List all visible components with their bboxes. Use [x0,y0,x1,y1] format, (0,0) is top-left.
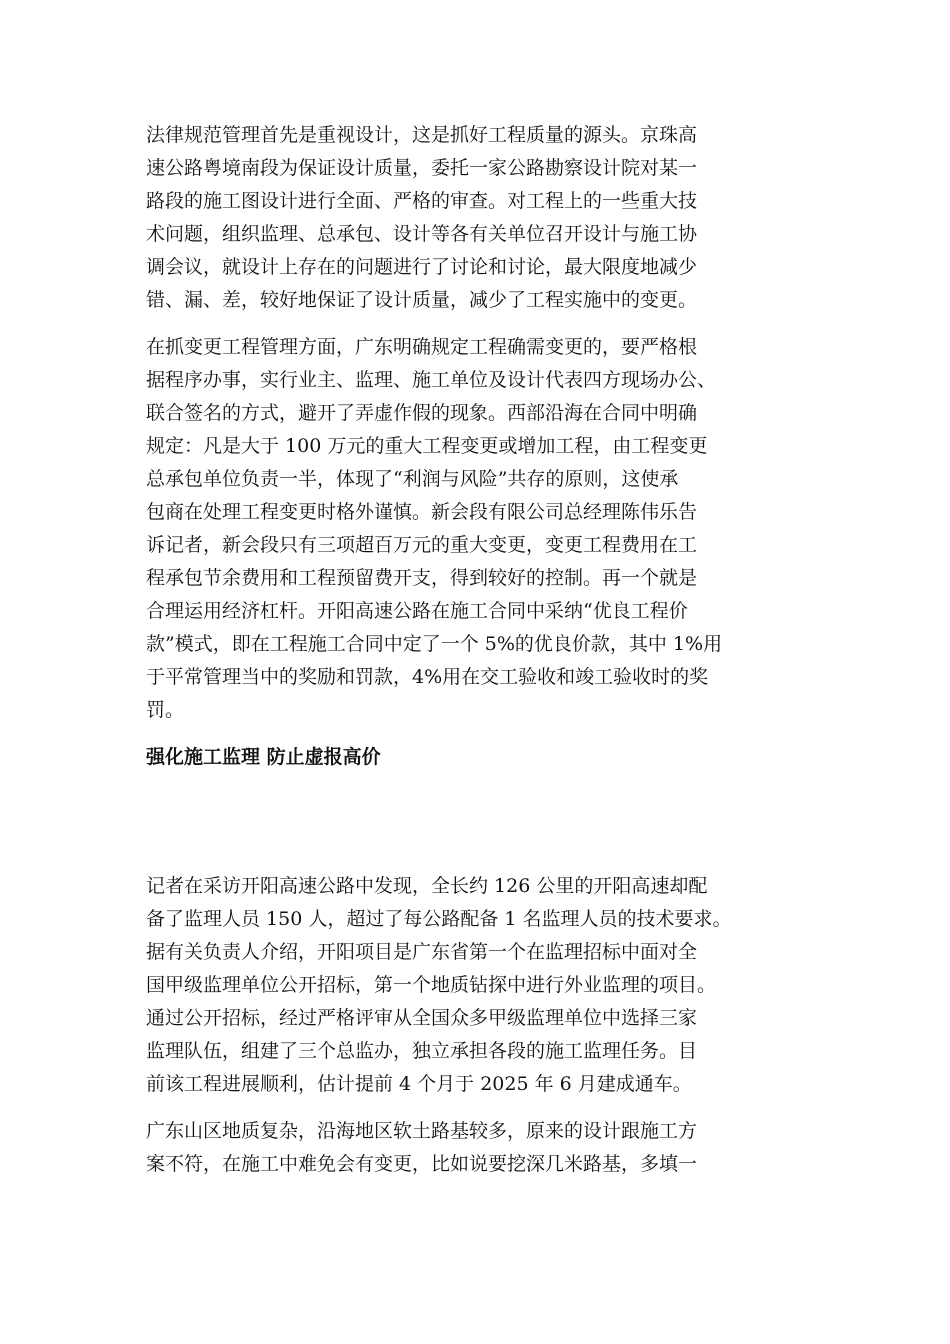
text-line: 路段的施工图设计进行全面、严格的审查。对工程上的一些重大技 [146,190,698,212]
text-line: 据程序办事，实行业主、监理、施工单位及设计代表四方现场办公、 [146,369,717,391]
paragraph-geology [146,1115,818,1181]
text-line: 通过公开招标，经过严格评审从全国众多甲级监理单位中选择三家 [146,1007,698,1029]
text-line: 程承包节余费用和工程预留费开支，得到较好的控制。再一个就是 [146,567,698,589]
paragraph-change-management [146,331,818,727]
text-line: 备了监理人员 150 人，超过了每公路配备 1 名监理人员的技术要求。 [146,908,732,930]
paragraph-spacer [146,1101,818,1115]
paragraph-supervision [146,870,818,1101]
document-body [146,119,818,1181]
text-line: 罚。 [146,699,185,721]
text-line: 案不符，在施工中难免会有变更，比如说要挖深几米路基，多填一 [146,1153,698,1175]
text-line: 记者在采访开阳高速公路中发现，全长约 126 公里的开阳高速却配 [146,875,708,897]
text-line: 术问题，组织监理、总承包、设计等各有关单位召开设计与施工协 [146,223,698,245]
text-line: 广东山区地质复杂，沿海地区软土路基较多，原来的设计跟施工方 [146,1120,698,1142]
text-line: 合理运用经济杠杆。开阳高速公路在施工合同中采纳“优良工程价 [146,600,688,622]
text-line: 在抓变更工程管理方面，广东明确规定工程确需变更的，要严格根 [146,336,698,358]
text-line: 监理队伍，组建了三个总监办，独立承担各段的施工监理任务。目 [146,1040,698,1062]
text-line: 错、漏、差，较好地保证了设计质量，减少了工程实施中的变更。 [146,289,698,311]
heading-spacer [146,774,818,870]
paragraph-spacer [146,727,818,741]
text-line: 据有关负责人介绍，开阳项目是广东省第一个在监理招标中面对全 [146,941,698,963]
text-line: 包商在处理工程变更时格外谨慎。新会段有限公司总经理陈伟乐告 [146,501,698,523]
paragraph-design-management [146,119,818,317]
text-line: 诉记者，新会段只有三项超百万元的重大变更，变更工程费用在工 [146,534,698,556]
text-line: 国甲级监理单位公开招标，第一个地质钻探中进行外业监理的项目。 [146,974,717,996]
text-line: 款”模式，即在工程施工合同中定了一个 5%的优良价款，其中 1%用 [146,633,723,655]
text-line: 调会议，就设计上存在的问题进行了讨论和讨论，最大限度地减少 [146,256,698,278]
text-line: 规定：凡是大于 100 万元的重大工程变更或增加工程，由工程变更 [146,435,708,457]
text-line: 总承包单位负责一半，体现了“利润与风险”共存的原则，这使承 [146,468,679,490]
paragraph-spacer [146,317,818,331]
text-line: 于平常管理当中的奖励和罚款，4%用在交工验收和竣工验收时的奖 [146,666,709,688]
text-line: 法律规范管理首先是重视设计，这是抓好工程质量的源头。京珠高 [146,124,698,146]
text-line: 联合签名的方式，避开了弄虚作假的现象。西部沿海在合同中明确 [146,402,698,424]
section-heading: 强化施工监理 防止虚报高价 [146,746,381,768]
text-line: 速公路粤境南段为保证设计质量，委托一家公路勘察设计院对某一 [146,157,698,179]
text-line: 前该工程进展顺利，估计提前 4 个月于 2025 年 6 月建成通车。 [146,1073,692,1095]
